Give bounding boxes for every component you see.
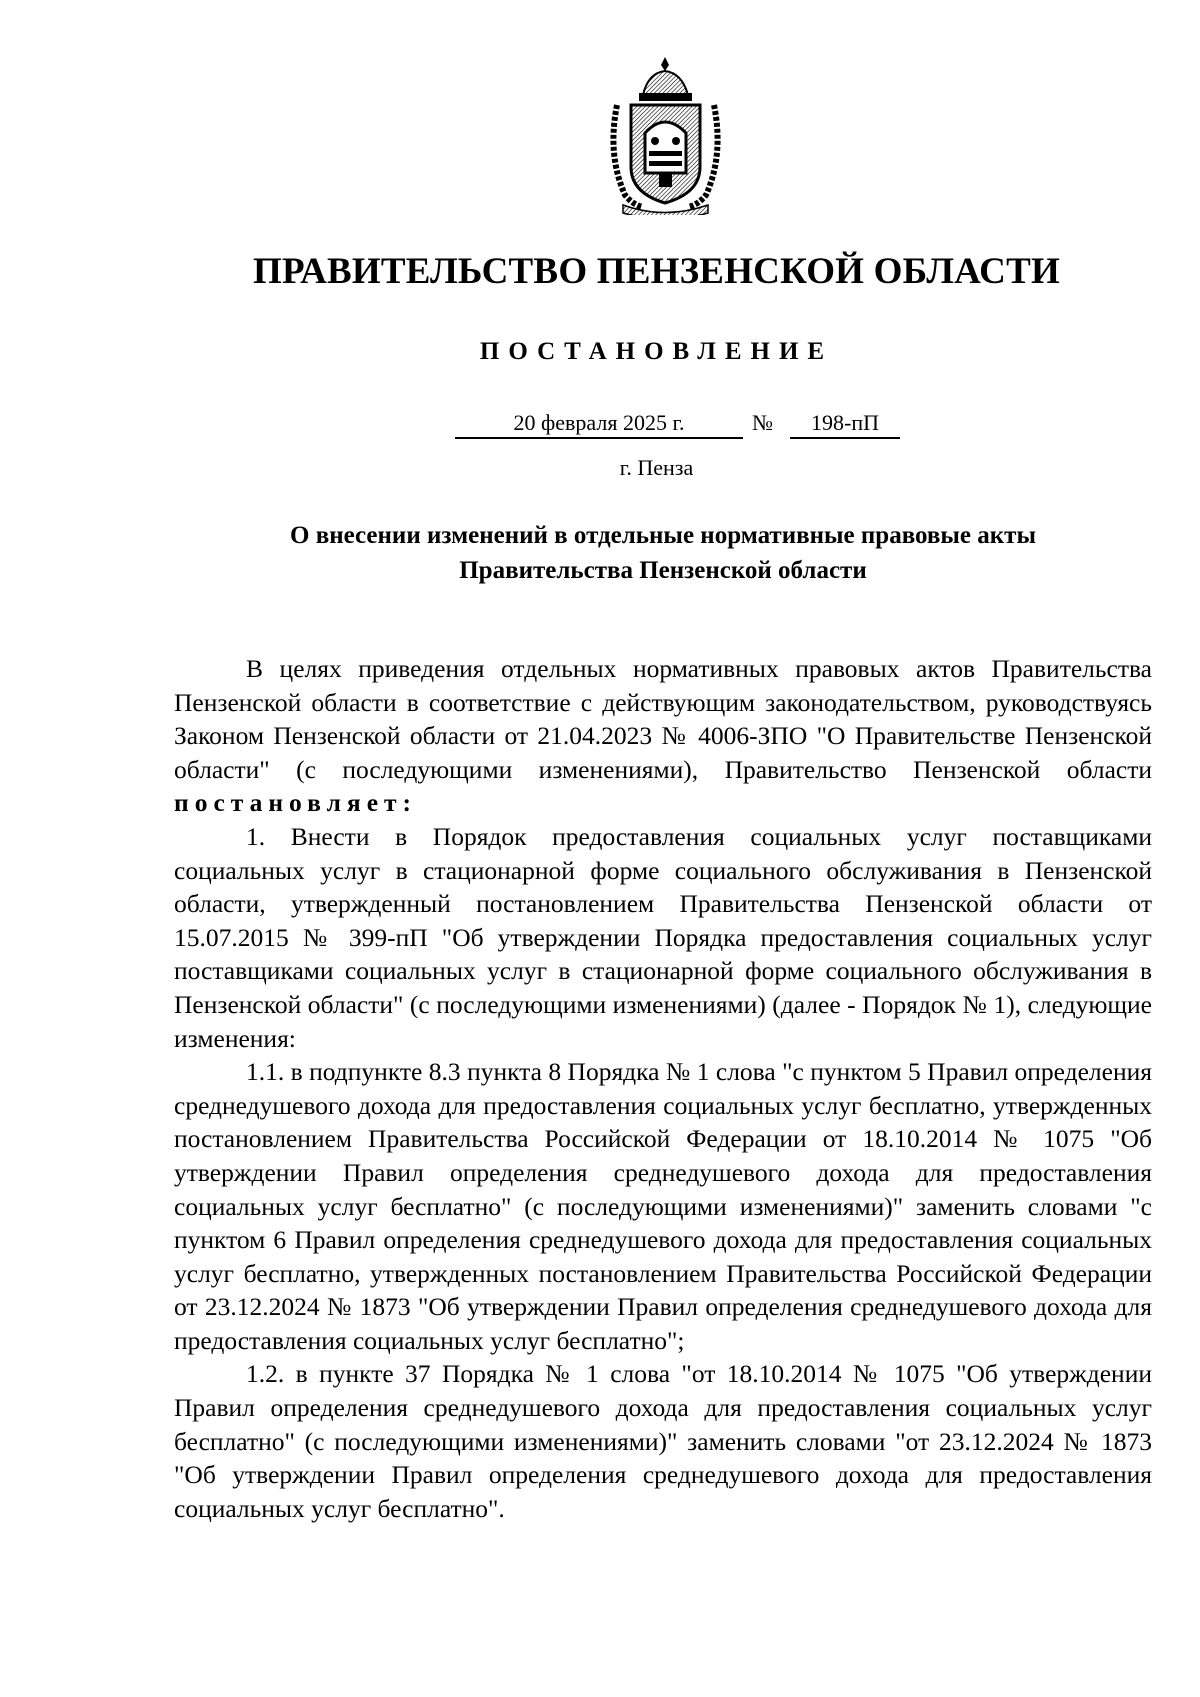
subject-line-2: Правительства Пензенской области (459, 557, 867, 584)
document-type: ПОСТАНОВЛЕНИЕ (479, 338, 834, 365)
item-1-1-paragraph: 1.1. в подпункте 8.3 пункта 8 Порядка № 1 слова "с пунктом 5 Правил определения среднедушевого дохода для предоставления социальных услуг бесплатно, утвержденных постановлением Правительства Российской Федерации от 18.10.2014 № 1075 "Об утверждении Правил определения среднедушевого дохода для предоставления социальных услуг бесплатно" (с последующими изменениями)" заменить словами "с пунктом 6 Правил определения среднедушевого дохода для предоставления социальных услуг бесплатно, утвержденных постановлением Правительства Российской Федерации от 23.12.2024 № 1873 "Об утверждении Правил определения среднедушевого дохода для предоставления социальных услуг бесплатно"; (174, 1057, 1152, 1355)
item-1-paragraph: 1. Внести в Порядок предоставления социальных услуг поставщиками социальных услуг в стационарной форме социального обслуживания в Пензенской области, утвержденный постановлением Правительства Пензенской области от 15.07.2015 № 399-пП "Об утверждении Порядка предоставления социальных услуг поставщиками социальных услуг в стационарной форме социального обслуживания в Пензенской области" (с последующими изменениями) (далее - Порядок № 1), следующие изменения: (174, 821, 1152, 1053)
number-sign: № (752, 410, 773, 435)
decree-word: постановляет: (174, 788, 418, 818)
subject-line-1: О внесении изменений в отдельные нормативные правовые акты (290, 522, 1036, 549)
item-1-2-paragraph: 1.2. в пункте 37 Порядка № 1 слова "от 18.10.2014 № 1075 "Об утверждении Правил определения среднедушевого дохода для предоставления социальных услуг бесплатно" (с последующими изменениями)" заменить словами "от 23.12.2024 № 1873 "Об утверждении Правил определения среднедушевого дохода для предоставления социальных услуг бесплатно". (174, 1359, 1152, 1523)
document-number: 198-пП (790, 410, 900, 439)
document-city: г. Пенза (619, 455, 694, 480)
document-body (174, 652, 1152, 1525)
preamble-text: В целях приведения отдельных нормативных правовых актов Правительства Пензенской области в соответствие с действующим законодательством, руководствуясь Законом Пензенской области от 21.04.2023 № 4006-ЗПО "О Правительстве Пензенской области" (с последующими изменениями), Правительство Пензенской области (174, 654, 1152, 784)
penza-oblast-coat-of-arms-icon (603, 55, 728, 215)
preamble-paragraph (174, 652, 1152, 820)
document-date: 20 февраля 2025 г. (455, 410, 743, 439)
organization-title: ПРАВИТЕЛЬСТВО ПЕНЗЕНСКОЙ ОБЛАСТИ (253, 251, 1060, 292)
document-subject (178, 518, 1148, 588)
